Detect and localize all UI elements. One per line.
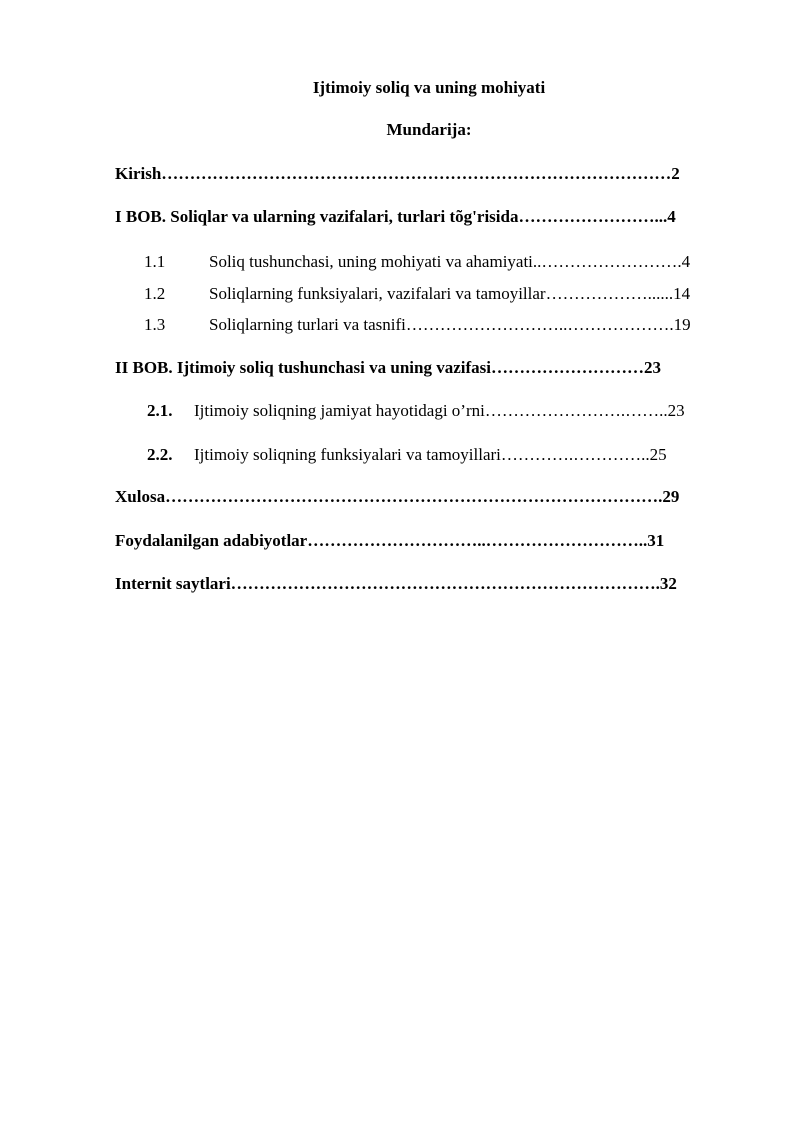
toc-entry-text: Soliq tushunchasi, uning mohiyati va ahamiyati..…………………….4 — [209, 252, 691, 271]
toc-entry-text: Foydalanilgan adabiyotlar…………………………..………………………..31 — [115, 531, 665, 550]
toc-entry-text: Ijtimoiy soliqning funksiyalari va tamoyillari………….…………..25 — [194, 445, 667, 464]
toc-entry-text: Ijtimoiy soliqning jamiyat hayotidagi o’rni…………………….……..23 — [194, 401, 685, 420]
toc-entry-1-3 — [144, 315, 744, 335]
toc-entry-text: Soliqlarning funksiyalari, vazifalari va tamoyillar………………......14 — [209, 284, 691, 303]
toc-entry-bob-2 — [115, 358, 743, 378]
toc-entry-number: 2.2. — [147, 445, 173, 464]
toc-entry-1-2 — [144, 284, 744, 304]
toc-entry-text: II BOB. Ijtimoiy soliq tushunchasi va uning vazifasi………………………23 — [115, 358, 661, 377]
toc-entry-xulosa — [115, 487, 740, 507]
toc-entry-2-2 — [147, 445, 744, 465]
toc-entry-text: I BOB. Soliqlar va ularning vazifalari, turlari tõg'risida……………………...4 — [115, 207, 676, 226]
toc-entry-number: 1.1 — [144, 252, 166, 271]
toc-entry-number: 1.3 — [144, 315, 166, 334]
toc-entry-text: Kirish………………………………………………………………………………2 — [115, 164, 680, 183]
toc-heading: Mundarija: — [386, 120, 472, 139]
toc-entry-bob-1 — [115, 207, 740, 227]
toc-entry-number: 2.1. — [147, 401, 173, 420]
toc-entry-adabiyotlar — [115, 531, 743, 551]
toc-entry-number: 1.2 — [144, 284, 166, 303]
toc-entry-saytlari — [115, 574, 743, 594]
toc-entry-text: Internit saytlari………………………………………………………………….32 — [115, 574, 677, 593]
toc-entry-kirish — [115, 164, 740, 184]
toc-entry-1-1 — [144, 252, 744, 272]
toc-entry-text: Xulosa…………………………………………………………………………….29 — [115, 487, 680, 506]
document-title: Ijtimoiy soliq va uning mohiyati — [312, 78, 546, 97]
toc-entry-text: Soliqlarning turlari va tasnifi………………………..……………….19 — [209, 315, 691, 334]
toc-entry-2-1 — [147, 401, 744, 421]
